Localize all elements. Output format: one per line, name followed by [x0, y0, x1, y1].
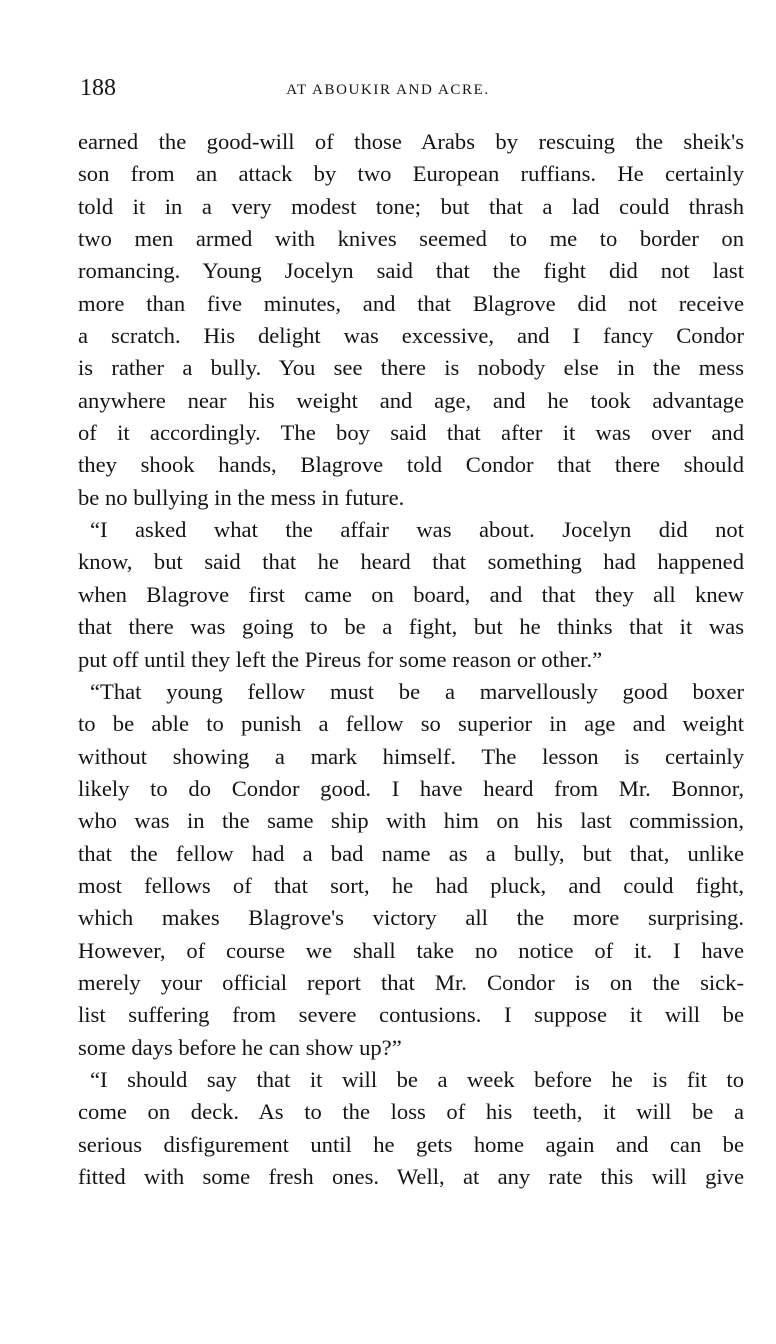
- text-line: told it in a very modest tone; but that a lad could thrash: [78, 193, 744, 219]
- text-line: son from an attack by two European ruffians. He certainly: [78, 161, 744, 187]
- page-number: 188: [80, 75, 116, 101]
- text-line: come on deck. As to the loss of his teeth, it will be a: [78, 1099, 744, 1125]
- text-line: anywhere near his weight and age, and he took advantage: [78, 387, 744, 413]
- text-line: romancing. Young Jocelyn said that the fight did not last: [78, 258, 744, 284]
- paragraph: [78, 514, 744, 676]
- text-line: that there was going to be a fight, but he thinks that it was: [78, 614, 744, 640]
- text-line: However, of course we shall take no notice of it. I have: [78, 937, 744, 963]
- running-title: AT ABOUKIR AND ACRE.: [286, 82, 490, 98]
- text-line: a scratch. His delight was excessive, and I fancy Condor: [78, 323, 744, 349]
- text-line: put off until they left the Pireus for some reason or other.”: [78, 646, 603, 672]
- paragraph: [78, 126, 744, 514]
- text-line: is rather a bully. You see there is nobody else in the mess: [78, 355, 744, 381]
- text-line: two men armed with knives seemed to me to border on: [78, 226, 744, 252]
- text-line: serious disfigurement until he gets home again and can be: [78, 1131, 744, 1157]
- text-line: who was in the same ship with him on his last commission,: [78, 808, 744, 834]
- text-line: which makes Blagrove's victory all the more surprising.: [78, 905, 744, 931]
- text-line: “I should say that it will be a week before he is fit to: [90, 1066, 744, 1092]
- text-line: to be able to punish a fellow so superior in age and weight: [78, 711, 744, 737]
- paragraph: [78, 1064, 744, 1193]
- text-line: “That young fellow must be a marvellously good boxer: [90, 678, 744, 704]
- text-line: of it accordingly. The boy said that after it was over and: [78, 420, 744, 446]
- text-line: fitted with some fresh ones. Well, at any rate this will give: [78, 1164, 744, 1189]
- text-line: merely your official report that Mr. Condor is on the sick-: [78, 969, 744, 995]
- text-line: know, but said that he heard that something had happened: [78, 549, 744, 575]
- text-line: they shook hands, Blagrove told Condor that there should: [78, 452, 744, 478]
- text-line: likely to do Condor good. I have heard from Mr. Bonnor,: [78, 775, 744, 801]
- text-line: list suffering from severe contusions. I suppose it will be: [78, 1002, 744, 1028]
- paragraph: [78, 676, 744, 1064]
- text-line: without showing a mark himself. The lesson is certainly: [78, 743, 744, 769]
- text-line: “I asked what the affair was about. Jocelyn did not: [90, 517, 744, 543]
- text-line: be no bullying in the mess in future.: [78, 484, 405, 510]
- text-line: earned the good-will of those Arabs by rescuing the sheik's: [78, 129, 744, 154]
- text-line: some days before he can show up?”: [78, 1034, 402, 1060]
- text-line: when Blagrove first came on board, and that they all knew: [78, 581, 744, 607]
- text-line: most fellows of that sort, he had pluck, and could fight,: [78, 872, 744, 898]
- text-line: that the fellow had a bad name as a bully, but that, unlike: [78, 840, 744, 866]
- body-text: [78, 126, 744, 1193]
- text-line: more than five minutes, and that Blagrove did not receive: [78, 290, 744, 316]
